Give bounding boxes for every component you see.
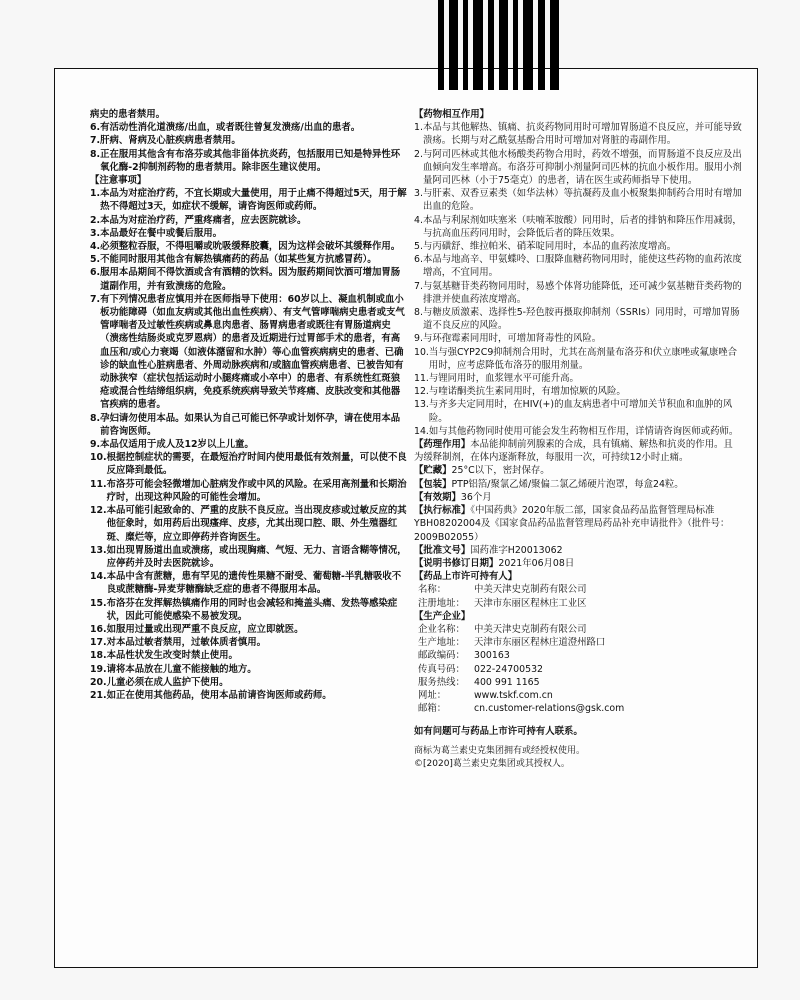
precaution-item-number: 16. <box>90 623 107 635</box>
contraindication-item <box>90 134 408 147</box>
precaution-item-text: 如出现胃肠道出血或溃疡，或出现胸痛、气短、无力、言语含糊等情况，应停药并及时去医院就诊。 <box>106 544 407 569</box>
pharmacology-text: 本品能抑制前列腺素的合成，具有镇痛、解热和抗炎的作用。且为缓释制剂，在体内逐渐释放，每服用一次，可持续12小时止痛。 <box>414 439 733 464</box>
manufacturer-row <box>418 676 742 689</box>
interaction-item-number: 6. <box>414 254 423 266</box>
interaction-item-text: 与环孢霉素同用时，可增加肾毒性的风险。 <box>422 333 602 345</box>
interaction-item-number: 8. <box>414 307 423 319</box>
interaction-item <box>414 253 742 279</box>
precaution-item-text: 对本品过敏者禁用，过敏体质者慎用。 <box>106 637 266 649</box>
manufacturer-row-value: 300163 <box>474 650 510 662</box>
mah-row-label: 名称： <box>418 584 447 596</box>
manufacturer-row-label: 邮政编码： <box>418 650 465 662</box>
pharmacology-section <box>414 438 742 464</box>
interaction-item-number: 4. <box>414 214 423 226</box>
precaution-item <box>90 623 408 636</box>
contraindication-item-text: 有活动性消化道溃疡/出血，或者既往曾复发溃疡/出血的患者。 <box>100 122 361 134</box>
precaution-item-text: 布洛芬在发挥解热镇痛作用的同时也会减轻和掩盖头痛、发热等感染症状，因此可能使感染不易被发现。 <box>106 597 398 622</box>
contraindication-item-number: 8. <box>90 148 101 160</box>
precaution-item-text: 孕妇请勿使用本品。如果认为自己可能已怀孕或计划怀孕，请在使用本品前咨询医师。 <box>100 412 401 437</box>
precaution-item-number: 19. <box>90 663 107 675</box>
trademark-note: 商标为葛兰素史克集团拥有或经授权使用。 <box>414 745 586 756</box>
interaction-item <box>414 425 742 438</box>
interaction-item <box>414 121 742 147</box>
precaution-item-number: 7. <box>90 293 101 305</box>
precaution-item <box>90 636 408 649</box>
precaution-item-number: 5. <box>90 254 101 266</box>
precaution-item <box>90 649 408 662</box>
manufacturer-row <box>418 702 742 715</box>
left-column <box>90 108 408 702</box>
precaution-item-number: 13. <box>90 544 107 556</box>
precautions-list <box>90 187 408 702</box>
precaution-item-text: 根据控制症状的需要，在最短治疗时间内使用最低有效剂量，可以使不良反应降到最低。 <box>106 452 407 477</box>
revision-section <box>414 557 742 570</box>
precaution-item <box>90 412 408 438</box>
precaution-item <box>90 293 408 412</box>
precaution-item <box>90 478 408 504</box>
interaction-item-number: 7. <box>414 280 423 292</box>
storage-section <box>414 464 742 477</box>
manufacturer-row-label: 传真号码： <box>418 663 465 675</box>
storage-label: 【贮藏】 <box>414 465 452 477</box>
manufacturer-row-value: cn.customer-relations@gsk.com <box>474 703 625 715</box>
interaction-item-text: 与阿司匹林或其他水杨酸类药物合用时，药效不增强，而胃肠道不良反应及出血倾向发生率增高。布洛芬可抑制小剂量阿司匹林的抗血小板作用。服用小剂量阿司匹林（小于75毫克）的患者，请在医生或药师指导下使用。 <box>422 148 742 187</box>
pharmacology-label: 【药理作用】 <box>414 439 471 451</box>
precaution-item-number: 3. <box>90 227 101 239</box>
copyright-note: ©[2020]葛兰素史克集团或其授权人。 <box>414 758 570 769</box>
interaction-item-text: 当与强CYP2C9抑制剂合用时，尤其在高剂量布洛芬和伏立康唑或氟康唑合用时，应考虑降低布洛芬的服用剂量。 <box>428 346 738 371</box>
manufacturer-row-label: 服务热线： <box>418 676 465 688</box>
precaution-item-number: 20. <box>90 676 107 688</box>
manufacturer-row-value: 400 991 1165 <box>474 676 540 688</box>
contact-note: 如有问题可与药品上市许可持有人联系。 <box>414 726 583 738</box>
contraindication-item-number: 6. <box>90 122 101 134</box>
precaution-item-number: 17. <box>90 637 107 649</box>
precaution-item-number: 21. <box>90 689 107 701</box>
revision-label: 【说明书修订日期】 <box>414 557 499 569</box>
standard-text: 《中国药典》2020年版二部，国家食品药品监督管理局标准YBH08202004及《国家食品药品监督管理局药品补充申请批件》（批件号：2009B02055） <box>414 505 730 543</box>
interaction-item <box>414 240 742 253</box>
precaution-item <box>90 451 408 477</box>
precaution-item <box>90 266 408 292</box>
interaction-item-number: 2. <box>414 148 423 160</box>
precaution-item <box>90 544 408 570</box>
precautions-heading: 【注意事项】 <box>90 175 147 187</box>
precaution-item <box>90 663 408 676</box>
storage-text: 25°C以下，密封保存。 <box>451 465 550 477</box>
approval-text: 国药准字H20013062 <box>470 544 563 556</box>
validity-label: 【有效期】 <box>414 491 461 503</box>
precaution-item-number: 8. <box>90 412 101 424</box>
interaction-item-number: 1. <box>414 122 423 134</box>
interaction-item-text: 本品与利尿剂如呋塞米（呋喃苯胺酸）同用时，后者的排钠和降压作用减弱，与抗高血压药同用时，会降低后者的降压效果。 <box>422 214 742 239</box>
precaution-item-text: 本品最好在餐中或餐后服用。 <box>100 227 222 239</box>
approval-section <box>414 544 742 557</box>
precaution-item-number: 12. <box>90 505 107 517</box>
interaction-item-text: 与糖皮质激素、选择性5-羟色胺再摄取抑制剂（SSRIs）同用时，可增加胃肠道不良反应的风险。 <box>422 307 740 332</box>
interactions-heading: 【药物相互作用】 <box>414 109 490 120</box>
precaution-item-number: 2. <box>90 214 101 226</box>
contraindication-item <box>90 148 408 174</box>
interaction-item-number: 13. <box>414 399 429 411</box>
interaction-item-text: 与肝素、双香豆素类（如华法林）等抗凝药及血小板聚集抑制药合用时有增加出血的危险。 <box>422 188 742 213</box>
contraindication-item-text: 正在服用其他含有布洛芬或其他非甾体抗炎药，包括服用已知是特异性环氧化酶-2抑制剂药物的患者禁用。除非医生建议使用。 <box>100 148 401 173</box>
precaution-item <box>90 676 408 689</box>
interaction-item <box>414 214 742 240</box>
interaction-item-text: 本品与其他解热、镇痛、抗炎药物同用时可增加胃肠道不良反应，并可能导致溃疡。长期与对乙酰氨基酚合用时可增加对肾脏的毒副作用。 <box>422 122 742 147</box>
interaction-item <box>414 148 742 188</box>
mah-row-label: 注册地址： <box>418 597 465 609</box>
precaution-item-text: 不能同时服用其他含有解热镇痛药的药品（如某些复方抗感冒药）。 <box>100 254 377 266</box>
precaution-item-number: 4. <box>90 241 101 253</box>
manufacturer-row-value: www.tskf.com.cn <box>474 689 553 701</box>
manufacturer-row-label: 邮箱： <box>418 703 447 715</box>
manufacturer-row-value: 天津市东丽区程林庄道澄州路口 <box>474 637 606 649</box>
precaution-item-text: 本品为对症治疗药，不宜长期或大量使用，用于止痛不得超过5天，用于解热不得超过3天，如症状不缓解，请咨询医师或药师。 <box>100 188 407 213</box>
manufacturer-row <box>418 636 742 649</box>
interaction-item <box>414 385 742 398</box>
manufacturer-row-value: 022-24700532 <box>474 663 543 675</box>
mah-row <box>418 597 742 610</box>
precaution-item-text: 如服用过量或出现严重不良反应，应立即就医。 <box>106 623 304 635</box>
interaction-item-number: 10. <box>414 346 429 358</box>
manufacturer-row-label: 生产地址： <box>418 637 465 649</box>
manufacturer-row <box>418 689 742 702</box>
precaution-item-text: 本品性状发生改变时禁止使用。 <box>106 650 238 662</box>
interaction-item-text: 本品与地高辛、甲氨蝶呤、口服降血糖药物同用时，能使这些药物的血药浓度增高，不宜同用。 <box>422 254 742 279</box>
interactions-list <box>414 121 742 438</box>
precaution-item-text: 本品中含有蔗糖，患有罕见的遗传性果糖不耐受、葡萄糖-半乳糖吸收不良或蔗糖酶-异麦芽糖酶缺乏症的患者不得服用本品。 <box>106 571 402 596</box>
package-text: PTP铝箔/聚氯乙烯/聚偏二氯乙烯硬片泡罩，每盒24粒。 <box>451 478 684 490</box>
interaction-item-number: 12. <box>414 386 429 398</box>
contraindication-item-number: 7. <box>90 135 101 147</box>
precaution-item <box>90 438 408 451</box>
precaution-item-text: 本品为对症治疗药，严重疼痛者，应去医院就诊。 <box>100 214 307 226</box>
mah-row-value: 天津市东丽区程林庄工业区 <box>474 597 587 609</box>
interaction-item <box>414 187 742 213</box>
mah-info <box>414 583 742 609</box>
precaution-item <box>90 227 408 240</box>
standard-label: 【执行标准】 <box>414 505 471 517</box>
precaution-item <box>90 570 408 596</box>
validity-section <box>414 491 742 504</box>
precaution-item <box>90 689 408 702</box>
interaction-item <box>414 280 742 306</box>
interaction-item <box>414 346 742 372</box>
precaution-item-text: 如正在使用其他药品，使用本品前请咨询医师或药师。 <box>106 689 332 701</box>
precaution-item <box>90 240 408 253</box>
contraindication-continuation: 病史的患者禁用。 <box>90 109 166 120</box>
precaution-item-text: 有下列情况患者应慎用并在医师指导下使用：60岁以上、凝血机制或血小板功能障碍（如血友病或其他出血性疾病）、有支气管哮喘病史患者或支气管哮喘者及过敏性疾病或鼻息肉患者、肠胃病患者或既往有胃肠道病史（溃疡性结肠炎或克罗恩病）的患者及近期进行过胃部手术的患者，有高血压和/或心力衰竭（如液体潴留和水肿）等心血管疾病病史的患者、已确诊的缺血性心脏病患者、外周动脉疾病和/或脑血管疾病患者、已被告知有动脉狭窄（症状包括运动时小腿疼痛或小卒中）的患者、有系统性红斑狼疮或混合性结缔组织病，免疫系统疾病导致关节疼痛、皮肤改变和其他器官疾病的患者。 <box>100 293 405 411</box>
right-column <box>414 108 742 771</box>
mah-row <box>418 583 742 596</box>
precaution-item-number: 1. <box>90 188 101 200</box>
precaution-item <box>90 187 408 213</box>
manufacturer-heading: 【生产企业】 <box>414 610 471 622</box>
interaction-item <box>414 372 742 385</box>
manufacturer-info <box>414 623 742 715</box>
package-label: 【包装】 <box>414 478 452 490</box>
precaution-item-number: 18. <box>90 650 107 662</box>
precaution-item <box>90 214 408 227</box>
interaction-item-text: 与喹诺酮类抗生素同用时，有增加惊厥的风险。 <box>428 386 626 398</box>
precaution-item <box>90 597 408 623</box>
interaction-item-text: 与锂同用时，血浆锂水平可能升高。 <box>428 373 579 385</box>
interaction-item-text: 如与其他药物同时使用可能会发生药物相互作用，详情请咨询医师或药师。 <box>428 425 739 437</box>
precaution-item-number: 10. <box>90 452 107 464</box>
interaction-item <box>414 398 742 424</box>
interaction-item-number: 5. <box>414 241 423 253</box>
barcode-graphic <box>438 0 578 90</box>
manufacturer-row <box>418 623 742 636</box>
precaution-item-number: 9. <box>90 439 101 451</box>
precaution-item-number: 11. <box>90 478 107 490</box>
precaution-item-text: 本品仅适用于成人及12岁以上儿童。 <box>100 439 254 451</box>
contraindication-list <box>90 121 408 174</box>
precaution-item-text: 请将本品放在儿童不能接触的地方。 <box>106 663 257 675</box>
contraindication-item-text: 肝病、肾病及心脏疾病患者禁用。 <box>100 135 241 147</box>
interaction-item <box>414 306 742 332</box>
mah-heading: 【药品上市许可持有人】 <box>414 571 518 583</box>
manufacturer-row-label: 企业名称： <box>418 623 465 635</box>
precaution-item-number: 6. <box>90 267 101 279</box>
revision-text: 2021年06月08日 <box>498 557 575 569</box>
manufacturer-row-value: 中美天津史克制药有限公司 <box>474 623 587 635</box>
interaction-item-number: 11. <box>414 373 429 385</box>
precaution-item-text: 服用本品期间不得饮酒或含有酒精的饮料。因为服药期间饮酒可增加胃肠道副作用，并有致溃疡的危险。 <box>100 267 401 292</box>
precaution-item-text: 布洛芬可能会轻微增加心脏病发作或中风的风险。在采用高剂量和长期治疗时，出现这种风险的可能性会增加。 <box>106 478 407 503</box>
precaution-item <box>90 253 408 266</box>
interaction-item-number: 3. <box>414 188 423 200</box>
interaction-item-text: 与氨基糖苷类药物同用时，易感个体肾功能降低，还可减少氨基糖苷类药物的排泄并使血药浓度增高。 <box>422 280 742 305</box>
precaution-item-number: 14. <box>90 571 107 583</box>
package-section <box>414 478 742 491</box>
interaction-item-text: 与齐多夫定同用时，在HIV(+)的血友病患者中可增加关节积血和血肿的风险。 <box>428 399 733 424</box>
interaction-item-number: 9. <box>414 333 423 345</box>
precaution-item-text: 儿童必须在成人监护下使用。 <box>106 676 229 688</box>
precaution-item-text: 必须整粒吞服，不得咀嚼或吮吸缓释胶囊，因为这样会破坏其缓释作用。 <box>100 241 401 253</box>
manufacturer-row-label: 网址： <box>418 689 447 701</box>
precaution-item <box>90 504 408 544</box>
contraindication-item <box>90 121 408 134</box>
interaction-item-number: 14. <box>414 425 429 437</box>
approval-label: 【批准文号】 <box>414 544 471 556</box>
interaction-item <box>414 332 742 345</box>
mah-row-value: 中美天津史克制药有限公司 <box>474 584 587 596</box>
precaution-item-text: 本品可能引起致命的、严重的皮肤不良反应。当出现皮疹或过敏反应的其他征象时，如用药后出现瘙痒、皮疹，尤其出现口腔、眼、外生殖器红斑、糜烂等，应立即停药并咨询医生。 <box>106 505 407 543</box>
precaution-item-number: 15. <box>90 597 107 609</box>
manufacturer-row <box>418 663 742 676</box>
manufacturer-row <box>418 649 742 662</box>
standard-section <box>414 504 742 544</box>
interaction-item-text: 与丙磺舒、维拉帕米、硝苯啶同用时，本品的血药浓度增高。 <box>422 241 677 253</box>
validity-text: 36个月 <box>460 491 492 503</box>
